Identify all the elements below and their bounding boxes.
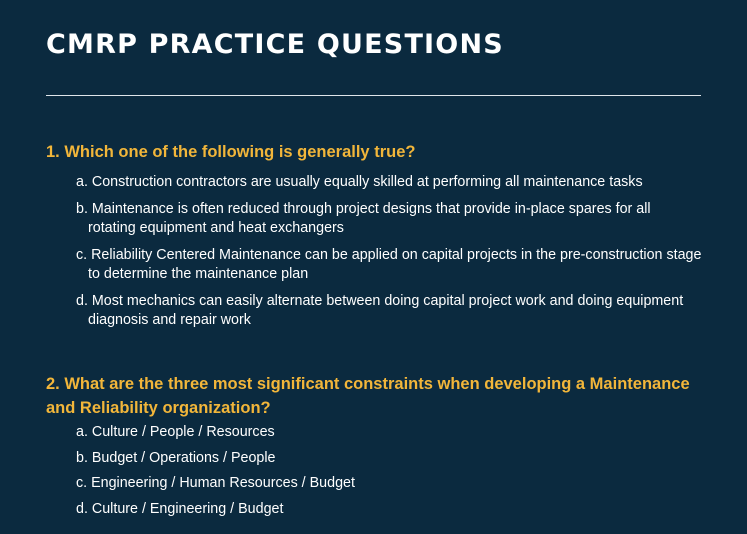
question-2-option-b: b. Budget / Operations / People (76, 449, 276, 466)
question-2-option-a: a. Culture / People / Resources (76, 424, 275, 440)
question-1-options (46, 173, 702, 330)
question-1-option-c: c. Reliability Centered Maintenance can be applied on capital projects in the pre-construction stage to determine the maintenance plan (76, 247, 702, 282)
question-1-option-d: d. Most mechanics can easily alternate between doing capital project work and doing equipment diagnosis and repair work (76, 293, 684, 328)
question-1-text: 1. Which one of the following is generally true? (46, 143, 416, 161)
page-title: CMRP PRACTICE QUESTIONS (46, 29, 504, 60)
question-1 (46, 140, 702, 338)
question-1-option-a: a. Construction contractors are usually equally skilled at performing all maintenance tasks (76, 174, 643, 190)
question-2-options (46, 423, 702, 519)
title-divider (46, 95, 701, 96)
question-1-option-b: b. Maintenance is often reduced through project designs that provide in-place spares for all rotating equipment and heat exchangers (76, 201, 651, 236)
question-2-option-d: d. Culture / Engineering / Budget (76, 500, 284, 517)
question-2-text: 2. What are the three most significant constraints when developing a Maintenance and Reliability organization? (46, 375, 690, 417)
question-2 (46, 372, 702, 525)
question-2-option-c: c. Engineering / Human Resources / Budget (76, 475, 355, 491)
